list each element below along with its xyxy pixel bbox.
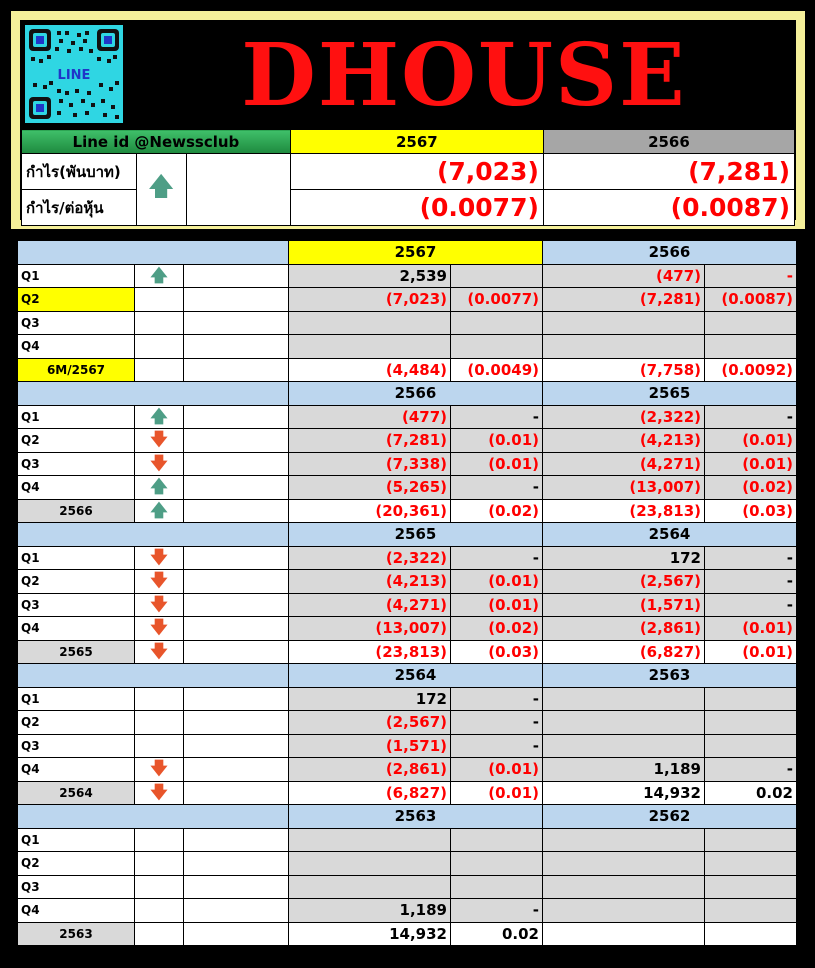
- value-l1: [289, 875, 451, 899]
- blank-cell: [184, 687, 289, 711]
- blank-cell: [184, 922, 289, 946]
- value-r2: -: [705, 593, 797, 617]
- arrow-down-icon: 🡇: [150, 594, 168, 615]
- row-label: 2563: [18, 922, 135, 946]
- trend-cell: [135, 687, 184, 711]
- value-r1: (4,213): [543, 429, 705, 453]
- line-id-label[interactable]: Line id @Newssclub: [22, 130, 291, 154]
- row-label: Q3: [18, 452, 135, 476]
- section-year-right: 2562: [543, 805, 797, 829]
- row-label: 2565: [18, 640, 135, 664]
- arrow-down-icon: 🡇: [150, 618, 168, 639]
- quarter-row: [18, 288, 797, 312]
- blank-cell: [184, 734, 289, 758]
- arrow-up-icon: 🡅: [147, 171, 175, 202]
- row-label: 2564: [18, 781, 135, 805]
- value-r1: (2,567): [543, 570, 705, 594]
- value-r2: (0.03): [705, 499, 797, 523]
- trend-cell: [135, 875, 184, 899]
- blank-cell: [184, 711, 289, 735]
- quarter-row: [18, 899, 797, 923]
- section-header: [18, 241, 797, 265]
- value-r1: (7,281): [543, 288, 705, 312]
- value-r1: (23,813): [543, 499, 705, 523]
- quarter-row: [18, 711, 797, 735]
- value-l2: [451, 264, 543, 288]
- row-label: Q1: [18, 405, 135, 429]
- value-l2: (0.0077): [451, 288, 543, 312]
- trend-cell: [136, 154, 186, 226]
- value-r2: (0.01): [705, 429, 797, 453]
- qr-code-icon: [25, 25, 123, 123]
- row-label: 6M/2567: [18, 358, 135, 382]
- value-r2: [705, 335, 797, 359]
- section-year-right: 2563: [543, 664, 797, 688]
- blank-cell: [184, 499, 289, 523]
- section-spacer: [18, 241, 289, 265]
- row-label: Q4: [18, 899, 135, 923]
- section-header: [18, 805, 797, 829]
- trend-cell: [135, 358, 184, 382]
- quarter-row: [18, 476, 797, 500]
- total-row: [18, 922, 797, 946]
- value-l1: (13,007): [289, 617, 451, 641]
- value-r2: (0.01): [705, 452, 797, 476]
- section-year-left: 2563: [289, 805, 543, 829]
- trend-cell: [135, 311, 184, 335]
- profit-current: (7,023): [290, 154, 543, 190]
- trend-cell: [135, 264, 184, 288]
- blank-cell: [184, 828, 289, 852]
- arrow-up-icon: 🡅: [150, 265, 168, 286]
- value-r1: [543, 852, 705, 876]
- value-r2: [705, 828, 797, 852]
- value-l2: (0.01): [451, 593, 543, 617]
- trend-cell: [135, 593, 184, 617]
- value-l1: (7,023): [289, 288, 451, 312]
- quarter-row: [18, 758, 797, 782]
- value-r1: (2,861): [543, 617, 705, 641]
- value-l1: (2,567): [289, 711, 451, 735]
- quarter-row: [18, 687, 797, 711]
- value-r2: -: [705, 758, 797, 782]
- arrow-down-icon: 🡇: [150, 641, 168, 662]
- blank-cell: [184, 358, 289, 382]
- value-l1: [289, 311, 451, 335]
- section-year-left: 2567: [289, 241, 543, 265]
- trend-cell: [135, 852, 184, 876]
- quarter-row: [18, 828, 797, 852]
- value-l1: (4,484): [289, 358, 451, 382]
- quarter-row: [18, 852, 797, 876]
- trend-cell: [135, 734, 184, 758]
- value-l2: -: [451, 711, 543, 735]
- row-label: Q2: [18, 429, 135, 453]
- trend-cell: [135, 335, 184, 359]
- value-r1: (1,571): [543, 593, 705, 617]
- value-l2: (0.02): [451, 499, 543, 523]
- trend-cell: [135, 452, 184, 476]
- value-r2: (0.0092): [705, 358, 797, 382]
- total-row: [18, 358, 797, 382]
- trend-cell: [135, 711, 184, 735]
- value-l2: -: [451, 687, 543, 711]
- value-r2: -: [705, 405, 797, 429]
- value-r1: (13,007): [543, 476, 705, 500]
- trend-cell: [135, 499, 184, 523]
- row-label: Q1: [18, 687, 135, 711]
- quarter-row: [18, 734, 797, 758]
- value-r2: [705, 899, 797, 923]
- blank-cell: [184, 476, 289, 500]
- arrow-down-icon: 🡇: [150, 430, 168, 451]
- trend-cell: [135, 570, 184, 594]
- value-l2: (0.02): [451, 617, 543, 641]
- value-l2: 0.02: [451, 922, 543, 946]
- section-header: [18, 523, 797, 547]
- quarter-row: [18, 405, 797, 429]
- value-l1: (7,338): [289, 452, 451, 476]
- line-qr-code[interactable]: [25, 25, 123, 123]
- section-spacer: [18, 805, 289, 829]
- brand-title: DHOUSE: [241, 24, 687, 126]
- eps-current: (0.0077): [290, 190, 543, 226]
- svg-text:LINE: LINE: [57, 68, 91, 83]
- value-r1: (6,827): [543, 640, 705, 664]
- value-l2: [451, 311, 543, 335]
- row-label: Q1: [18, 264, 135, 288]
- value-r1: (2,322): [543, 405, 705, 429]
- value-l2: -: [451, 899, 543, 923]
- section-header: [18, 664, 797, 688]
- value-r1: (7,758): [543, 358, 705, 382]
- blank-cell: [184, 311, 289, 335]
- value-l2: (0.0049): [451, 358, 543, 382]
- quarter-row: [18, 264, 797, 288]
- row-label: Q3: [18, 311, 135, 335]
- value-l2: [451, 335, 543, 359]
- trend-cell: [135, 288, 184, 312]
- eps-prev: (0.0087): [543, 190, 794, 226]
- value-l1: (2,861): [289, 758, 451, 782]
- value-r1: [543, 687, 705, 711]
- value-r2: -: [705, 546, 797, 570]
- value-l2: -: [451, 405, 543, 429]
- section-year-right: 2566: [543, 241, 797, 265]
- section-year-left: 2564: [289, 664, 543, 688]
- section-spacer: [18, 382, 289, 406]
- quarterly-table: [17, 240, 797, 946]
- value-r1: (4,271): [543, 452, 705, 476]
- value-l1: [289, 828, 451, 852]
- blank-cell: [184, 288, 289, 312]
- arrow-down-icon: 🡇: [150, 782, 168, 803]
- row-label: Q2: [18, 711, 135, 735]
- trend-cell: [135, 899, 184, 923]
- value-l2: [451, 852, 543, 876]
- section-year-left: 2566: [289, 382, 543, 406]
- blank-cell: [184, 875, 289, 899]
- trend-cell: [135, 922, 184, 946]
- arrow-up-icon: 🡅: [150, 477, 168, 498]
- value-l1: (7,281): [289, 429, 451, 453]
- value-l2: -: [451, 476, 543, 500]
- row-label: Q4: [18, 617, 135, 641]
- trend-cell: [135, 758, 184, 782]
- summary-year-current: 2567: [290, 130, 543, 154]
- trend-cell: [135, 405, 184, 429]
- arrow-down-icon: 🡇: [150, 453, 168, 474]
- blank-cell: [184, 593, 289, 617]
- arrow-up-icon: 🡅: [150, 406, 168, 427]
- value-r2: (0.01): [705, 640, 797, 664]
- section-spacer: [18, 523, 289, 547]
- row-label: 2566: [18, 499, 135, 523]
- value-l1: 14,932: [289, 922, 451, 946]
- blank-cell: [184, 758, 289, 782]
- trend-cell: [135, 781, 184, 805]
- blank-cell: [184, 546, 289, 570]
- section-spacer: [18, 664, 289, 688]
- arrow-down-icon: 🡇: [150, 571, 168, 592]
- value-r1: 1,189: [543, 758, 705, 782]
- value-r1: 14,932: [543, 781, 705, 805]
- value-l2: (0.01): [451, 429, 543, 453]
- value-r1: [543, 734, 705, 758]
- section-year-left: 2565: [289, 523, 543, 547]
- blank-cell: [184, 570, 289, 594]
- row-label: Q1: [18, 828, 135, 852]
- row-label: Q3: [18, 593, 135, 617]
- section-header: [18, 382, 797, 406]
- value-l1: (4,271): [289, 593, 451, 617]
- value-l2: (0.03): [451, 640, 543, 664]
- row-label: Q4: [18, 758, 135, 782]
- value-r2: [705, 711, 797, 735]
- header-panel: [11, 11, 805, 229]
- value-l1: (6,827): [289, 781, 451, 805]
- value-l1: (20,361): [289, 499, 451, 523]
- summary-year-prev: 2566: [543, 130, 794, 154]
- value-r2: -: [705, 570, 797, 594]
- blank-cell: [184, 781, 289, 805]
- value-r1: [543, 828, 705, 852]
- value-l1: 1,189: [289, 899, 451, 923]
- value-l1: 2,539: [289, 264, 451, 288]
- row-label: Q4: [18, 335, 135, 359]
- value-l2: (0.01): [451, 452, 543, 476]
- row-label: Q2: [18, 852, 135, 876]
- value-l1: [289, 852, 451, 876]
- value-l1: (5,265): [289, 476, 451, 500]
- blank-cell: [184, 264, 289, 288]
- quarter-row: [18, 875, 797, 899]
- value-r2: (0.02): [705, 476, 797, 500]
- value-l1: (1,571): [289, 734, 451, 758]
- total-row: [18, 499, 797, 523]
- value-l2: (0.01): [451, 781, 543, 805]
- value-l1: (23,813): [289, 640, 451, 664]
- value-r1: [543, 335, 705, 359]
- value-r2: [705, 734, 797, 758]
- blank-cell: [186, 154, 290, 226]
- total-row: [18, 781, 797, 805]
- quarter-row: [18, 452, 797, 476]
- value-r1: [543, 875, 705, 899]
- blank-cell: [184, 617, 289, 641]
- value-r2: [705, 922, 797, 946]
- value-l2: (0.01): [451, 570, 543, 594]
- trend-cell: [135, 429, 184, 453]
- value-r2: (0.01): [705, 617, 797, 641]
- value-l1: [289, 335, 451, 359]
- quarter-row: [18, 335, 797, 359]
- value-r2: -: [705, 264, 797, 288]
- value-l2: (0.01): [451, 758, 543, 782]
- row-label: Q4: [18, 476, 135, 500]
- value-l1: (4,213): [289, 570, 451, 594]
- value-r2: [705, 687, 797, 711]
- value-r1: [543, 711, 705, 735]
- value-r1: 172: [543, 546, 705, 570]
- quarter-row: [18, 546, 797, 570]
- value-l2: [451, 875, 543, 899]
- trend-cell: [135, 546, 184, 570]
- profit-prev: (7,281): [543, 154, 794, 190]
- section-year-right: 2565: [543, 382, 797, 406]
- trend-cell: [135, 617, 184, 641]
- value-r2: 0.02: [705, 781, 797, 805]
- blank-cell: [184, 852, 289, 876]
- trend-cell: [135, 828, 184, 852]
- profit-label: กำไร(พันบาท): [22, 154, 137, 190]
- row-label: Q1: [18, 546, 135, 570]
- blank-cell: [184, 452, 289, 476]
- summary-table: [21, 129, 795, 226]
- row-label: Q3: [18, 734, 135, 758]
- quarter-row: [18, 593, 797, 617]
- value-l1: (2,322): [289, 546, 451, 570]
- quarter-row: [18, 570, 797, 594]
- value-l1: (477): [289, 405, 451, 429]
- row-label: Q2: [18, 288, 135, 312]
- blank-cell: [184, 405, 289, 429]
- blank-cell: [184, 640, 289, 664]
- blank-cell: [184, 899, 289, 923]
- value-r2: [705, 875, 797, 899]
- value-r1: [543, 311, 705, 335]
- trend-cell: [135, 476, 184, 500]
- arrow-down-icon: 🡇: [150, 547, 168, 568]
- arrow-down-icon: 🡇: [150, 759, 168, 780]
- value-r2: [705, 852, 797, 876]
- value-r1: (477): [543, 264, 705, 288]
- blank-cell: [184, 335, 289, 359]
- blank-cell: [184, 429, 289, 453]
- quarter-row: [18, 429, 797, 453]
- quarter-row: [18, 617, 797, 641]
- value-l1: 172: [289, 687, 451, 711]
- row-label: Q3: [18, 875, 135, 899]
- value-l2: -: [451, 734, 543, 758]
- value-r2: (0.0087): [705, 288, 797, 312]
- value-l2: -: [451, 546, 543, 570]
- trend-cell: [135, 640, 184, 664]
- section-year-right: 2564: [543, 523, 797, 547]
- value-r1: [543, 922, 705, 946]
- row-label: Q2: [18, 570, 135, 594]
- header-inner: [20, 20, 796, 220]
- value-r2: [705, 311, 797, 335]
- value-l2: [451, 828, 543, 852]
- quarter-row: [18, 311, 797, 335]
- total-row: [18, 640, 797, 664]
- value-r1: [543, 899, 705, 923]
- arrow-up-icon: 🡅: [150, 500, 168, 521]
- eps-label: กำไร/ต่อหุ้น: [22, 190, 137, 226]
